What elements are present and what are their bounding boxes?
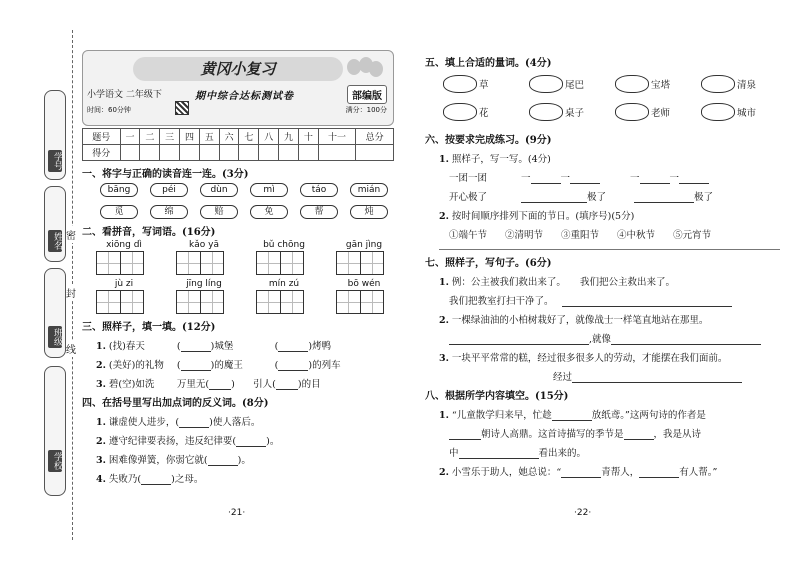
q4-title: 四、在括号里写出加点词的反义词。(8分) xyxy=(82,398,269,409)
q4-blank-2[interactable] xyxy=(236,436,266,447)
q3-blank-4[interactable] xyxy=(278,360,308,371)
q4-blank-3[interactable] xyxy=(208,455,238,466)
measure-word-item xyxy=(443,75,519,93)
word-grid xyxy=(336,240,392,275)
score-header-cell: 题号 xyxy=(83,129,121,145)
q7-blank-2[interactable] xyxy=(449,334,589,345)
q7-blank-1[interactable] xyxy=(562,296,732,307)
q4-line-3: 3. 困难像弹簧，你弱它就( )。 xyxy=(96,455,251,466)
full-score: 满分：100分 xyxy=(345,106,387,114)
subject-grade: 小学语文 二年级下 xyxy=(87,90,162,100)
noun-label: 草 xyxy=(479,80,489,91)
q7-blank-4[interactable] xyxy=(572,372,742,383)
score-cell[interactable] xyxy=(318,145,356,161)
cut-char-xian: 线 xyxy=(66,340,76,357)
tian-zi-box[interactable] xyxy=(120,251,144,275)
word-pinyin: xiōng dì xyxy=(106,240,142,250)
word-pinyin: mín zú xyxy=(268,279,300,289)
word-grid xyxy=(96,279,152,314)
q3-blank-3[interactable] xyxy=(181,360,211,371)
score-cell[interactable] xyxy=(199,145,219,161)
measure-word-item xyxy=(529,103,605,121)
score-cell[interactable] xyxy=(279,145,299,161)
label-class: 班级 xyxy=(48,326,62,348)
word-grid xyxy=(96,240,152,275)
q7-line-3b: 经过 xyxy=(425,369,780,383)
q7-title: 七、照样子，写句子。(6分) xyxy=(425,258,552,269)
score-header-cell: 九 xyxy=(279,129,299,145)
right-page xyxy=(425,50,780,478)
label-student-id: 学号 xyxy=(48,150,62,172)
word-pinyin: kǎo yā xyxy=(189,240,219,250)
noun-label: 桌子 xyxy=(565,108,585,119)
brand-logo: 黄冈小复习 xyxy=(133,57,343,81)
festival-option: ④中秋节 xyxy=(617,230,656,241)
word-pinyin: gān jìng xyxy=(345,240,383,250)
q3-blank-1[interactable] xyxy=(181,341,211,352)
char-cloud[interactable]: 免 xyxy=(250,205,288,219)
noun-label: 老师 xyxy=(651,108,671,119)
word-grid xyxy=(256,240,312,275)
char-cloud[interactable]: 炖 xyxy=(350,205,388,219)
q8-line-1b: 朝诗人高鼎。这首诗描写的季节是 ，我是从诗 xyxy=(425,426,780,440)
q4-blank-1[interactable] xyxy=(179,417,209,428)
q4-line-4: 4. 失败乃( )之母。 xyxy=(96,474,204,485)
score-header-cell: 三 xyxy=(160,129,180,145)
q8-line-2: 2. 小雪乐于助人，她总说：“ 青帮人， 有人帮。” xyxy=(439,467,718,478)
cut-char-feng: 封 xyxy=(66,284,76,301)
char-cloud[interactable]: 帮 xyxy=(300,205,338,219)
tian-zi-box[interactable] xyxy=(96,290,120,314)
q6-line-1b: 开心极了 极了 极了 xyxy=(449,192,714,203)
q6-blank-2[interactable] xyxy=(570,173,600,184)
q6-line-2: 2. 按时间顺序排列下面的节日。(填序号)(5分) xyxy=(439,211,635,222)
answer-line[interactable] xyxy=(439,249,780,250)
word-grid xyxy=(336,279,392,314)
edition-badge: 部编版 xyxy=(347,85,387,104)
score-header-cell: 四 xyxy=(180,129,200,145)
q8-blank-1[interactable] xyxy=(552,410,592,421)
left-page xyxy=(82,50,394,485)
score-header-cell: 总分 xyxy=(356,129,394,145)
q5-row-2 xyxy=(425,103,780,121)
time-limit: 时间：60分钟 xyxy=(87,106,131,114)
pinyin-cloud[interactable]: táo xyxy=(300,183,338,197)
pinyin-cloud[interactable]: péi xyxy=(150,183,188,197)
score-cell[interactable] xyxy=(298,145,318,161)
label-school: 学校 xyxy=(48,450,62,472)
measure-word-item xyxy=(615,103,691,121)
q4-line-2: 2. 遵守纪律要表扬，违反纪律要( )。 xyxy=(96,436,280,447)
q2-row-2 xyxy=(82,279,394,314)
festival-option: ③重阳节 xyxy=(561,230,600,241)
flower-blank-icon[interactable] xyxy=(443,75,477,93)
q2-title: 二、看拼音，写词语。(16分) xyxy=(82,227,216,238)
q8-blank-5[interactable] xyxy=(561,467,601,478)
q7-line-1b: 我们把教室打扫干净了。 xyxy=(425,293,780,307)
pinyin-cloud[interactable]: mián xyxy=(350,183,388,197)
qr-code-icon xyxy=(175,101,189,115)
q1-pinyin-row xyxy=(82,183,394,197)
score-cell[interactable] xyxy=(219,145,239,161)
exam-title: 期中综合达标测试卷 xyxy=(195,91,294,102)
q3-line-1: 1. (找)春天 ( )城堡 ( )烤鸭 xyxy=(96,341,332,352)
q2-row-1 xyxy=(82,240,394,275)
noun-label: 清泉 xyxy=(737,80,757,91)
binding-strip xyxy=(0,0,80,574)
q6-blank-1[interactable] xyxy=(531,173,561,184)
tian-zi-box[interactable] xyxy=(120,290,144,314)
flower-blank-icon[interactable] xyxy=(529,103,563,121)
tian-zi-box[interactable] xyxy=(96,251,120,275)
flower-blank-icon[interactable] xyxy=(529,75,563,93)
q7-line-2: 2. 一棵绿油油的小柏树栽好了，就像战士一样笔直地站在那里。 xyxy=(439,315,709,326)
tian-zi-box[interactable] xyxy=(336,290,360,314)
balloon-icon xyxy=(345,57,385,81)
char-cloud[interactable]: 觅 xyxy=(100,205,138,219)
word-grid xyxy=(176,279,232,314)
q7-blank-3[interactable] xyxy=(611,334,761,345)
q4-blank-4[interactable] xyxy=(141,474,171,485)
q6-blank-6[interactable] xyxy=(634,192,694,203)
score-cell: 得分 xyxy=(83,145,121,161)
char-cloud[interactable]: 赔 xyxy=(200,205,238,219)
score-header-cell: 十一 xyxy=(318,129,356,145)
q8-line-1: 1. “儿童散学归来早，忙趁 放纸鸢。”这两句诗的作者是 xyxy=(439,410,706,421)
tian-zi-box[interactable] xyxy=(280,251,304,275)
page-number-left: ·21· xyxy=(228,508,246,518)
score-header-cell: 八 xyxy=(259,129,279,145)
exam-header xyxy=(82,50,394,126)
school-box xyxy=(44,366,66,496)
festival-option: ①端午节 xyxy=(449,230,488,241)
flower-blank-icon[interactable] xyxy=(615,75,649,93)
q8-line-1c: 中 看出来的。 xyxy=(449,448,587,459)
q5-row-1 xyxy=(425,75,780,93)
tian-zi-box[interactable] xyxy=(176,251,200,275)
q7-line-2b: ,就像 xyxy=(425,331,780,345)
q5-title: 五、填上合适的量词。(4分) xyxy=(425,58,552,69)
q3-title: 三、照样子，填一填。(12分) xyxy=(82,322,216,333)
tian-zi-box[interactable] xyxy=(256,251,280,275)
festival-option: ⑤元宵节 xyxy=(673,230,712,241)
flower-blank-icon[interactable] xyxy=(701,103,735,121)
pinyin-cloud[interactable]: bāng xyxy=(100,183,138,197)
score-cell[interactable] xyxy=(140,145,160,161)
flower-blank-icon[interactable] xyxy=(701,75,735,93)
q6-line-1: 1. 照样子，写一写。(4分) xyxy=(439,154,551,165)
word-pinyin: jù zi xyxy=(114,279,134,289)
q3-blank-2[interactable] xyxy=(278,341,308,352)
q8-blank-6[interactable] xyxy=(639,467,679,478)
measure-word-item xyxy=(701,75,777,93)
score-cell[interactable] xyxy=(239,145,259,161)
score-cell[interactable] xyxy=(160,145,180,161)
noun-label: 宝塔 xyxy=(651,80,671,91)
q6-blank-3[interactable] xyxy=(640,173,670,184)
q8-blank-2[interactable] xyxy=(449,429,481,440)
tian-zi-box[interactable] xyxy=(200,290,224,314)
label-name: 姓名 xyxy=(48,230,62,252)
q7-line-3: 3. 一块平平常常的糕，经过很多很多人的劳动，才能摆在我们面前。 xyxy=(439,353,728,364)
measure-word-item xyxy=(701,103,777,121)
pinyin-cloud[interactable]: mì xyxy=(250,183,288,197)
word-grid xyxy=(256,279,312,314)
q8-blank-4[interactable] xyxy=(459,448,539,459)
score-header-cell: 五 xyxy=(199,129,219,145)
noun-label: 城市 xyxy=(737,108,757,119)
q6-blank-5[interactable] xyxy=(521,192,587,203)
q3-blank-6[interactable] xyxy=(276,379,298,390)
word-pinyin: bō wén xyxy=(347,279,381,289)
q3-line-3: 3. 碧(空)如洗 万里无( ) 引人( )的目 xyxy=(96,379,321,390)
score-header-cell: 十 xyxy=(298,129,318,145)
score-header-cell: 二 xyxy=(140,129,160,145)
q6-festivals xyxy=(425,227,780,241)
q1-char-row xyxy=(82,205,394,219)
festival-option: ②清明节 xyxy=(505,230,544,241)
noun-label: 尾巴 xyxy=(565,80,585,91)
flower-blank-icon[interactable] xyxy=(615,103,649,121)
tian-zi-box[interactable] xyxy=(176,290,200,314)
q4-line-1: 1. 谦虚使人进步，( )使人落后。 xyxy=(96,417,261,428)
measure-word-item xyxy=(615,75,691,93)
noun-label: 花 xyxy=(479,108,489,119)
score-cell[interactable] xyxy=(356,145,394,161)
measure-word-item xyxy=(443,103,519,121)
word-pinyin: bǔ chōng xyxy=(263,240,305,250)
page-number-right: ·22· xyxy=(574,508,592,518)
flower-blank-icon[interactable] xyxy=(443,103,477,121)
tian-zi-box[interactable] xyxy=(256,290,280,314)
tian-zi-box[interactable] xyxy=(360,251,384,275)
tian-zi-box[interactable] xyxy=(360,290,384,314)
score-header-cell: 七 xyxy=(239,129,259,145)
q7-line-1: 1. 例：公主被我们救出来了。 我们把公主救出来了。 xyxy=(439,277,675,288)
word-pinyin: jīng líng xyxy=(186,279,222,289)
q6-blank-4[interactable] xyxy=(679,173,709,184)
q8-title: 八、根据所学内容填空。(15分) xyxy=(425,391,569,402)
q3-blank-5[interactable] xyxy=(209,379,231,390)
tian-zi-box[interactable] xyxy=(280,290,304,314)
q8-blank-3[interactable] xyxy=(624,429,654,440)
measure-word-item xyxy=(529,75,605,93)
score-cell[interactable] xyxy=(120,145,140,161)
score-header-cell: 六 xyxy=(219,129,239,145)
q3-line-2: 2. (美好)的礼物 ( )的魔王 ( )的列车 xyxy=(96,360,341,371)
score-cell[interactable] xyxy=(180,145,200,161)
score-cell[interactable] xyxy=(259,145,279,161)
q1-title: 一、将字与正确的读音连一连。(3分) xyxy=(82,169,249,180)
tian-zi-box[interactable] xyxy=(200,251,224,275)
q6-title: 六、按要求完成练习。(9分) xyxy=(425,135,552,146)
word-grid xyxy=(176,240,232,275)
char-cloud[interactable]: 绵 xyxy=(150,205,188,219)
score-header-cell: 一 xyxy=(120,129,140,145)
score-table xyxy=(82,128,394,161)
tian-zi-box[interactable] xyxy=(336,251,360,275)
pinyin-cloud[interactable]: dùn xyxy=(200,183,238,197)
q6-line-1a: 一团一团 一 一 一 一 xyxy=(425,170,780,184)
cut-char-mi: 密 xyxy=(66,226,76,243)
